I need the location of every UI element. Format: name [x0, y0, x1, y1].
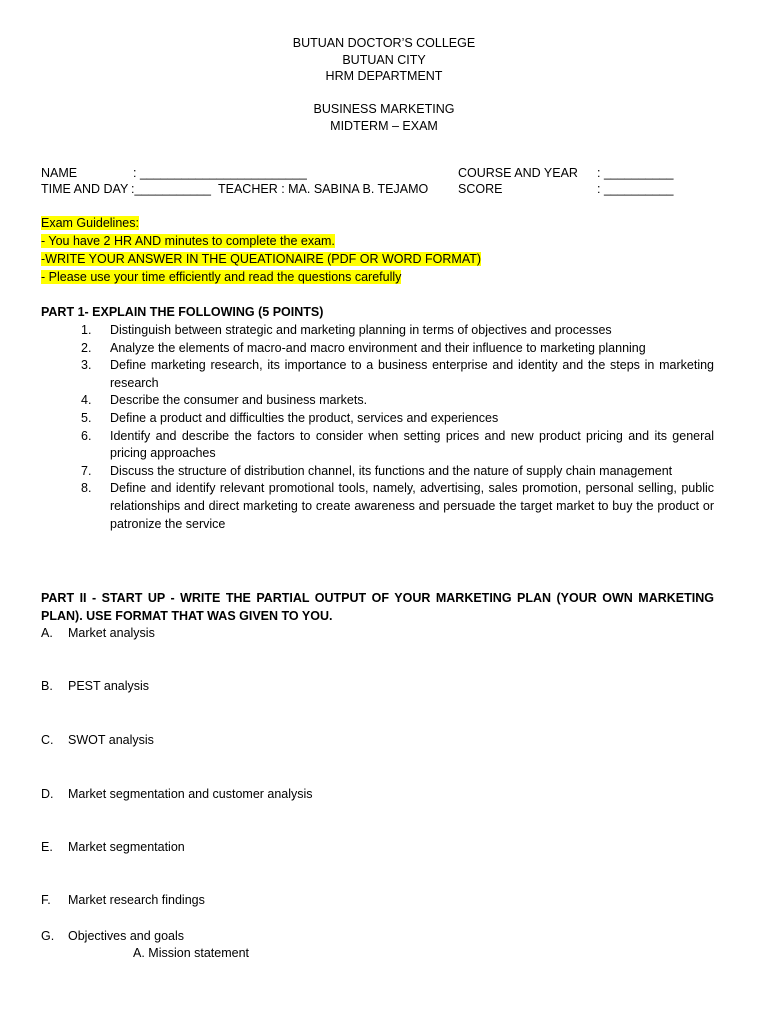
school-name: BUTUAN DOCTOR’S COLLEGE: [292, 36, 476, 50]
list-item: [41, 893, 205, 907]
question-number: 3.: [81, 358, 92, 373]
guideline-efficiency: - Please use your time efficiently and read the questions carefully: [41, 270, 402, 284]
list-item: [41, 733, 154, 747]
item-text: Objectives and goals: [68, 929, 185, 943]
score-field: : __________: [597, 182, 674, 196]
question-number: 1.: [81, 323, 92, 337]
item-letter: D.: [41, 787, 54, 801]
list-item: [41, 929, 184, 943]
score-label: SCORE: [458, 182, 503, 196]
list-item: [41, 840, 185, 854]
list-item: [81, 322, 714, 340]
item-text: Market research findings: [68, 893, 205, 907]
list-item: [81, 340, 714, 358]
part2-title: PART II - START UP - WRITE THE PARTIAL OUTPUT OF YOUR MARKETING PLAN (YOUR OWN MARKETING PLAN). USE FORMAT THAT WAS GIVEN TO YOU.: [41, 591, 714, 623]
list-item: [81, 428, 714, 463]
list-item: [81, 392, 714, 410]
question-number: 5.: [81, 410, 92, 425]
question-text: Define a product and difficulties the product, services and experiences: [110, 410, 499, 425]
course-field: : __________: [597, 166, 674, 180]
item-letter: A.: [41, 626, 53, 640]
school-city: BUTUAN CITY: [342, 52, 426, 67]
question-text: Define and identify relevant promotional tools, namely, advertising, sales promotion, personal selling, public relationships and direct marketing to create awareness and persuade the target market to buy the product or patronize the service: [110, 481, 714, 531]
guideline-time: - You have 2 HR AND minutes to complete the exam.: [41, 234, 335, 248]
sub-item-mission-statement: A. Mission statement: [133, 946, 250, 960]
teacher-name: TEACHER : MA. SABINA B. TEJAMO: [218, 182, 429, 196]
list-item: [81, 357, 714, 392]
question-number: 7.: [81, 463, 92, 478]
item-letter: F.: [41, 893, 51, 907]
question-text: Analyze the elements of macro-and macro environment and their influence to marketing planning: [110, 340, 646, 355]
item-letter: E.: [41, 840, 53, 854]
time-label: TIME AND DAY: [41, 182, 129, 196]
question-text: Define marketing research, its importance to a business enterprise and identity and the steps in marketing research: [110, 358, 714, 390]
item-letter: C.: [41, 733, 54, 747]
document-header: [0, 35, 768, 134]
question-number: 8.: [81, 481, 92, 496]
subject-title: BUSINESS MARKETING: [313, 102, 455, 116]
item-letter: B.: [41, 679, 53, 693]
question-number: 2.: [81, 340, 92, 355]
question-text: Distinguish between strategic and marketing planning in terms of objectives and processes: [110, 323, 612, 337]
item-text: Market segmentation: [68, 840, 185, 854]
part1-title: PART 1- EXPLAIN THE FOLLOWING (5 POINTS): [41, 305, 324, 319]
department-name: HRM DEPARTMENT: [325, 69, 443, 83]
exam-title: MIDTERM – EXAM: [330, 118, 438, 133]
list-item: [81, 480, 714, 533]
item-text: PEST analysis: [68, 679, 150, 693]
list-item: [81, 410, 714, 428]
list-item: [81, 463, 714, 481]
name-label: NAME: [41, 166, 78, 180]
exam-guidelines: [41, 214, 481, 286]
item-letter: G.: [41, 929, 55, 943]
question-number: 4.: [81, 393, 92, 408]
item-text: Market analysis: [68, 626, 155, 640]
name-field: : ________________________: [133, 166, 307, 180]
guideline-title: Exam Guidelines:: [41, 216, 139, 230]
question-text: Identify and describe the factors to consider when setting prices and new product pricing and its general pricing approaches: [110, 428, 714, 461]
guideline-format: -WRITE YOUR ANSWER IN THE QUEATIONAIRE (PDF OR WORD FORMAT): [41, 252, 482, 266]
item-text: Market segmentation and customer analysis: [68, 787, 313, 801]
list-item: [41, 787, 313, 801]
item-text: SWOT analysis: [68, 733, 154, 747]
question-text: Describe the consumer and business markets.: [110, 393, 368, 408]
question-text: Discuss the structure of distribution channel, its functions and the nature of supply chain management: [110, 463, 673, 478]
time-field: :___________: [131, 182, 211, 196]
course-label: COURSE AND YEAR: [458, 166, 578, 180]
list-item: [41, 679, 149, 693]
list-item: [41, 626, 155, 640]
part1-question-list: [81, 322, 714, 533]
question-number: 6.: [81, 428, 92, 443]
